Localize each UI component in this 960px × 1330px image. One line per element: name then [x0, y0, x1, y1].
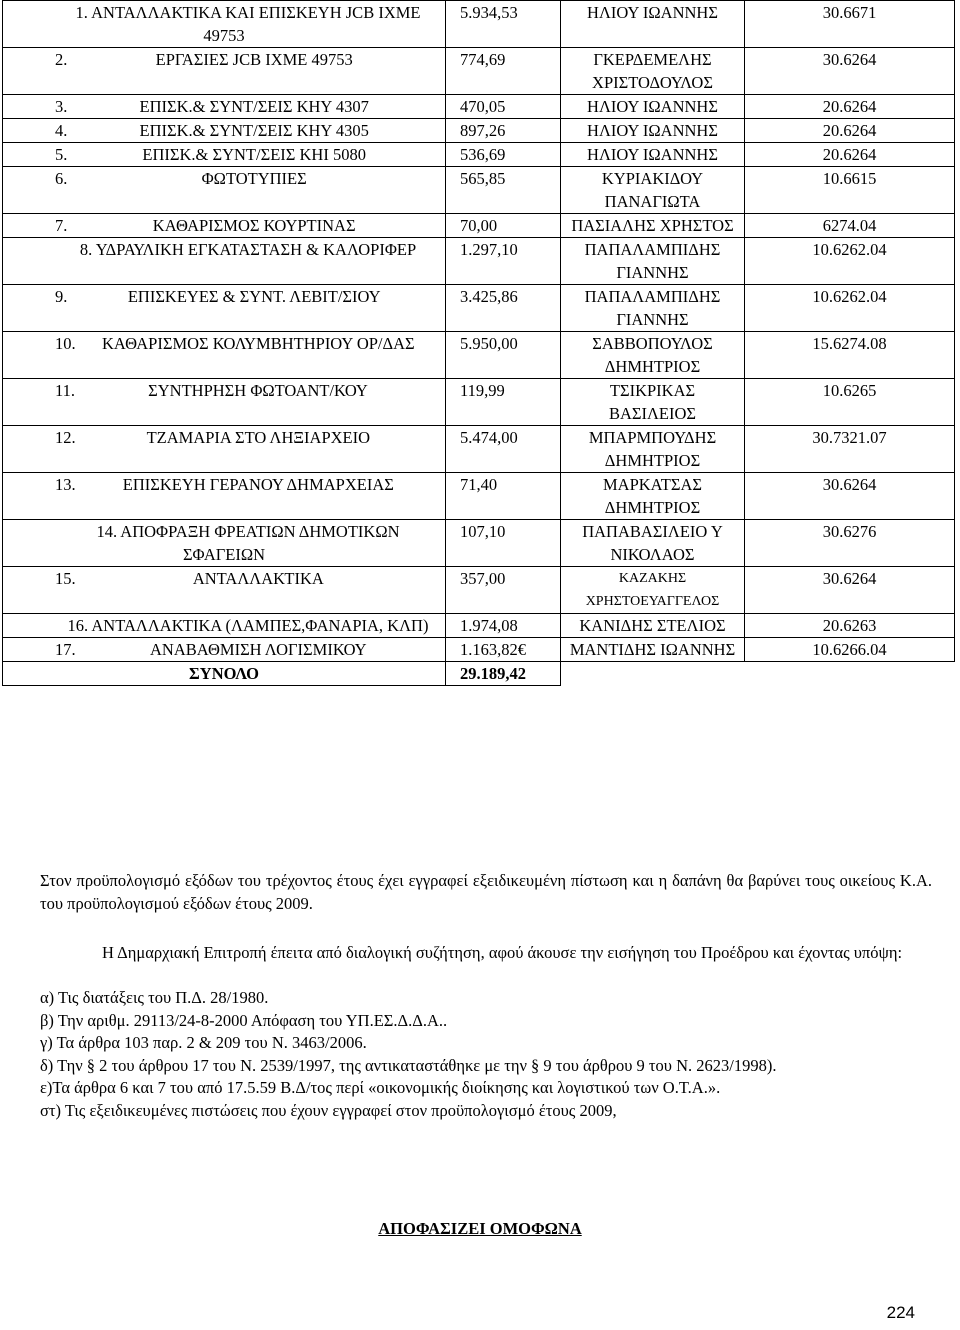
table-row — [3, 119, 955, 143]
budget-code: 20.6264 — [745, 95, 955, 119]
description-text: ΑΝΤΑΛΛΑΚΤΙΚΑ — [192, 569, 324, 588]
expense-description — [3, 473, 446, 520]
total-label: ΣΥΝΟΛΟ — [3, 662, 446, 686]
budget-code: 20.6264 — [745, 143, 955, 167]
expense-description — [3, 95, 446, 119]
row-number: 15. — [55, 569, 76, 588]
description-text: ΣΥΝΤΗΡΗΣΗ ΦΩΤΟΑΝΤ/ΚΟΥ — [148, 381, 368, 400]
amount-cell: 1.297,10 — [446, 238, 561, 285]
table-row — [3, 143, 955, 167]
row-number: 17. — [55, 640, 76, 659]
amount-cell: 1.974,08 — [446, 614, 561, 638]
contractor-name: ΣΑΒΒΟΠΟΥΛΟΣ ΔΗΜΗΤΡΙΟΣ — [561, 332, 745, 379]
row-number: 2. — [55, 50, 68, 69]
table-row — [3, 614, 955, 638]
table-row — [3, 426, 955, 473]
contractor-name: ΚΥΡΙΑΚΙΔΟΥ ΠΑΝΑΓΙΩΤΑ — [561, 167, 745, 214]
description-text: ΥΔΡΑΥΛΙΚΗ ΕΓΚΑΤΑΣΤΑΣΗ & ΚΑΛΟΡΙΦΕΡ — [95, 240, 417, 259]
expense-description — [3, 379, 446, 426]
expense-description — [3, 426, 446, 473]
amount-cell: 470,05 — [446, 95, 561, 119]
committee-paragraph: Η Δημαρχιακή Επιτροπή έπειτα από διαλογική συζήτηση, αφού άκουσε την εισήγηση του Προέδρου και έχοντας υπόψη: — [102, 943, 903, 962]
expense-description — [3, 143, 446, 167]
contractor-name: ΜΑΡΚΑΤΣΑΣ ΔΗΜΗΤΡΙΟΣ — [561, 473, 745, 520]
total-amount: 29.189,42 — [446, 662, 561, 686]
consideration-item: ε)Τα άρθρα 6 και 7 του από 17.5.59 Β.Δ/τος περί «οικονομικής διοίκησης και λογιστικού των Ο.Τ.Α.». — [40, 1078, 721, 1097]
budget-code: 30.6264 — [745, 48, 955, 95]
description-text: ΕΠΙΣΚΕΥΗ ΓΕΡΑΝΟΥ ΔΗΜΑΡΧΕΙΑΣ — [122, 475, 394, 494]
row-number: 16. — [67, 616, 89, 635]
expense-description — [3, 285, 446, 332]
contractor-name: ΗΛΙΟΥ ΙΩΑΝΝΗΣ — [561, 95, 745, 119]
row-number: 1. — [75, 3, 88, 22]
description-text: ΚΑΘΑΡΙΣΜΟΣ ΚΟΛΥΜΒΗΤΗΡΙΟΥ ΟΡ/ΔΑΣ — [101, 334, 415, 353]
amount-cell: 107,10 — [446, 520, 561, 567]
row-number: 12. — [55, 428, 76, 447]
consideration-item: γ) Τα άρθρα 103 παρ. 2 & 209 του Ν. 3463/2006. — [40, 1033, 367, 1052]
row-number: 8. — [79, 240, 93, 259]
budget-code: 20.6263 — [745, 614, 955, 638]
considerations-list — [40, 987, 932, 1122]
description-text: ΑΝΤΑΛΛΑΚΤΙΚΑ ΚΑΙ ΕΠΙΣΚΕΥΗ JCB ΙΧΜΕ 49753 — [91, 3, 421, 45]
contractor-name: ΚΑΝΙΔΗΣ ΣΤΕΛΙΟΣ — [561, 614, 745, 638]
table-row — [3, 95, 955, 119]
amount-cell: 565,85 — [446, 167, 561, 214]
budget-code: 15.6274.08 — [745, 332, 955, 379]
row-number: 6. — [55, 169, 68, 188]
contractor-name: ΤΣΙΚΡΙΚΑΣ ΒΑΣΙΛΕΙΟΣ — [561, 379, 745, 426]
amount-cell: 70,00 — [446, 214, 561, 238]
contractor-name: ΜΠΑΡΜΠΟΥΔΗΣ ΔΗΜΗΤΡΙΟΣ — [561, 426, 745, 473]
row-number: 11. — [55, 381, 76, 400]
table-row — [3, 379, 955, 426]
table-row — [3, 332, 955, 379]
row-number: 7. — [55, 216, 68, 235]
expense-description — [3, 214, 446, 238]
table-row — [3, 48, 955, 95]
description-text: ΑΝΤΑΛΛΑΚΤΙΚΑ (ΛΑΜΠΕΣ,ΦΑΝΑΡΙΑ, ΚΛΠ) — [91, 616, 429, 635]
table-row — [3, 285, 955, 332]
contractor-name: ΜΑΝΤΙΔΗΣ ΙΩΑΝΝΗΣ — [561, 638, 745, 662]
budget-code: 10.6262.04 — [745, 238, 955, 285]
budget-code: 30.6671 — [745, 1, 955, 48]
budget-code: 10.6265 — [745, 379, 955, 426]
contractor-name: ΚΑΖΑΚΗΣ ΧΡΗΣΤΟΕΥΑΓΓΕΛΟΣ — [561, 567, 745, 614]
budget-code: 30.6264 — [745, 473, 955, 520]
description-text: ΕΠΙΣΚ.& ΣΥΝΤ/ΣΕΙΣ ΚΗΥ 4305 — [139, 121, 369, 140]
amount-cell: 774,69 — [446, 48, 561, 95]
expense-description — [3, 119, 446, 143]
contractor-name: ΠΑΣΙΑΛΗΣ ΧΡΗΣΤΟΣ — [561, 214, 745, 238]
description-text: ΕΠΙΣΚ.& ΣΥΝΤ/ΣΕΙΣ ΚΗΙ 5080 — [142, 145, 366, 164]
contractor-name: ΗΛΙΟΥ ΙΩΑΝΝΗΣ — [561, 1, 745, 48]
budget-code: 30.7321.07 — [745, 426, 955, 473]
amount-cell: 5.934,53 — [446, 1, 561, 48]
description-text: ΦΩΤΟΤΥΠΙΕΣ — [201, 169, 307, 188]
contractor-name: ΗΛΙΟΥ ΙΩΑΝΝΗΣ — [561, 119, 745, 143]
expense-description — [3, 638, 446, 662]
budget-code: 30.6264 — [745, 567, 955, 614]
table-row — [3, 167, 955, 214]
expense-description — [3, 1, 446, 48]
amount-cell: 536,69 — [446, 143, 561, 167]
description-text: ΕΡΓΑΣΙΕΣ JCB ΙΧΜΕ 49753 — [155, 50, 353, 69]
expense-description — [3, 614, 446, 638]
contractor-name: ΓΚΕΡΔΕΜΕΛΗΣ ΧΡΙΣΤΟΔΟΥΛΟΣ — [561, 48, 745, 95]
contractor-name: ΠΑΠΑΒΑΣΙΛΕΙΟ Υ ΝΙΚΟΛΑΟΣ — [561, 520, 745, 567]
consideration-item: στ) Τις εξειδικευμένες πιστώσεις που έχουν εγγραφεί στον προϋπολογισμό έτους 2009, — [40, 1100, 617, 1120]
row-number: 3. — [55, 97, 68, 116]
description-text: ΚΑΘΑΡΙΣΜΟΣ ΚΟΥΡΤΙΝΑΣ — [152, 216, 356, 235]
consideration-item: α) Τις διατάξεις του Π.Δ. 28/1980. — [40, 988, 269, 1007]
expense-description — [3, 567, 446, 614]
description-text: ΕΠΙΣΚ.& ΣΥΝΤ/ΣΕΙΣ ΚΗΥ 4307 — [139, 97, 369, 116]
contractor-name: ΠΑΠΑΛΑΜΠΙΔΗΣ ΓΙΑΝΝΗΣ — [561, 238, 745, 285]
table-row — [3, 214, 955, 238]
budget-code: 6274.04 — [745, 214, 955, 238]
row-number: 14. — [96, 522, 118, 541]
amount-cell: 119,99 — [446, 379, 561, 426]
contractor-name: ΗΛΙΟΥ ΙΩΑΝΝΗΣ — [561, 143, 745, 167]
table-row — [3, 520, 955, 567]
contractor-name: ΠΑΠΑΛΑΜΠΙΔΗΣ ΓΙΑΝΝΗΣ — [561, 285, 745, 332]
budget-code: 10.6266.04 — [745, 638, 955, 662]
expense-description — [3, 167, 446, 214]
expense-description — [3, 520, 446, 567]
budget-code: 20.6264 — [745, 119, 955, 143]
table-row — [3, 1, 955, 48]
amount-cell: 3.425,86 — [446, 285, 561, 332]
expense-description — [3, 238, 446, 285]
description-text: ΑΝΑΒΑΘΜΙΣΗ ΛΟΓΙΣΜΙΚΟΥ — [150, 640, 367, 659]
amount-cell: 897,26 — [446, 119, 561, 143]
row-number: 10. — [55, 334, 76, 353]
row-number: 5. — [55, 145, 68, 164]
amount-cell: 357,00 — [446, 567, 561, 614]
table-row — [3, 473, 955, 520]
description-text: ΑΠΟΦΡΑΞΗ ΦΡΕΑΤΙΩΝ ΔΗΜΟΤΙΚΩΝ ΣΦΑΓΕΙΩΝ — [120, 522, 400, 564]
row-number: 9. — [55, 287, 68, 306]
budget-code: 10.6615 — [745, 167, 955, 214]
total-row — [3, 662, 955, 686]
table-row — [3, 638, 955, 662]
budget-paragraph: Στον προϋπολογισμό εξόδων του τρέχοντος έτους έχει εγγραφεί εξειδικευμένη πίστωση και η δαπάνη θα βαρύνει τους οικείους Κ.Α. του προϋπολογισμού εξόδων έτους 2009. — [40, 871, 932, 913]
amount-cell: 1.163,82€ — [446, 638, 561, 662]
table-row — [3, 238, 955, 285]
budget-code: 30.6276 — [745, 520, 955, 567]
expense-description — [3, 48, 446, 95]
row-number: 4. — [55, 121, 68, 140]
expenses-table — [2, 0, 955, 686]
amount-cell: 5.950,00 — [446, 332, 561, 379]
consideration-item: δ) Την § 2 του άρθρου 17 του Ν. 2539/1997, της αντικαταστάθηκε με την § 9 του άρθρου 9 του Ν. 2623/1998). — [40, 1055, 777, 1075]
amount-cell: 71,40 — [446, 473, 561, 520]
description-text: ΕΠΙΣΚΕΥΕΣ & ΣΥΝΤ. ΛΕΒΙΤ/ΣΙΟΥ — [127, 287, 381, 306]
description-text: ΤΖΑΜΑΡΙΑ ΣΤΟ ΛΗΞΙΑΡΧΕΙΟ — [146, 428, 371, 447]
budget-code: 10.6262.04 — [745, 285, 955, 332]
amount-cell: 5.474,00 — [446, 426, 561, 473]
decision-heading: ΑΠΟΦΑΣΙΖΕΙ ΟΜΟΦΩΝΑ — [378, 1219, 582, 1238]
table-row — [3, 567, 955, 614]
expenses-table-body — [3, 1, 955, 686]
consideration-item: β) Την αριθμ. 29113/24-8-2000 Απόφαση του ΥΠ.ΕΣ.Δ.Δ.Α.. — [40, 1010, 448, 1030]
expense-description — [3, 332, 446, 379]
row-number: 13. — [55, 475, 76, 494]
page-number: 224 — [886, 1303, 915, 1322]
